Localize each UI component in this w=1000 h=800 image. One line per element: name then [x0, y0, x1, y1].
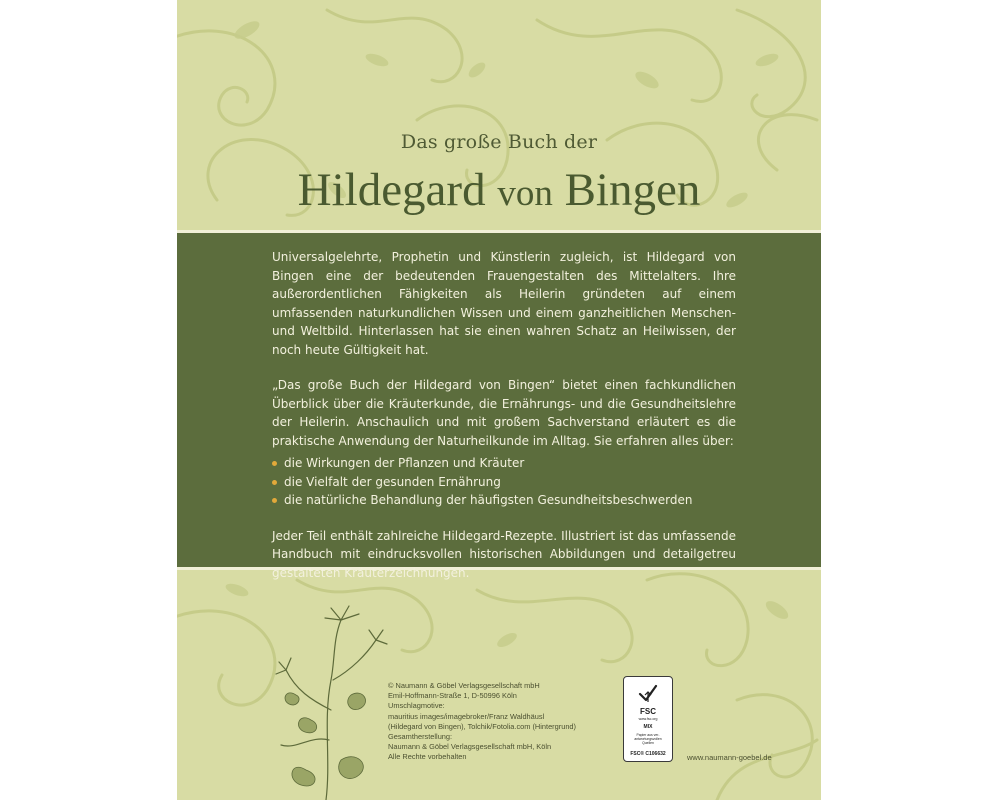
- bullet-item: die Wirkungen der Pflanzen und Kräuter: [272, 454, 736, 473]
- bullet-item: die Vielfalt der gesunden Ernährung: [272, 473, 736, 492]
- imprint-line: Umschlagmotive:: [388, 701, 445, 711]
- title-part-von: von: [497, 173, 553, 214]
- description-paragraph-2: „Das große Buch der Hildegard von Bingen“ bietet einen fachkundlichen Überblick über die Kräuterkunde, die Ernährungs- und die Gesundheitslehre der Heilerin. Anschaulich und mit großem Sachverstand erläutert es die praktische Anwendung der Naturheilkunde im Alltag. Sie erfahren alles über:: [272, 378, 736, 448]
- title-part-hildegard: Hildegard: [297, 164, 498, 216]
- fsc-code: FSC® C106632: [630, 751, 666, 757]
- bullet-list: [272, 454, 736, 510]
- fsc-mix: MIX: [643, 724, 653, 730]
- fsc-url: www.fsc.org: [638, 717, 658, 721]
- bullet-dot-icon: [272, 480, 277, 485]
- description-paragraph-3: Jeder Teil enthält zahlreiche Hildegard-Rezepte. Illustriert ist das umfassende Handbuch mit eindrucksvollen historischen Abbildungen und detailgetreu gestalteten Kräuterzeichnungen.: [272, 528, 736, 580]
- title-part-bingen: Bingen: [552, 164, 701, 216]
- fsc-logo: [623, 676, 673, 762]
- imprint-line: © Naumann & Göbel Verlagsgesellschaft mbH: [388, 681, 540, 690]
- herb-illustration: [271, 600, 391, 800]
- book-subtitle: Das große Buch der: [400, 131, 598, 153]
- bullet-dot-icon: [272, 461, 277, 466]
- book-title: [177, 162, 821, 222]
- description-text: [272, 248, 736, 582]
- imprint-line: Alle Rechte vorbehalten: [388, 752, 467, 762]
- publisher-website: www.naumann-goebel.de: [687, 753, 772, 762]
- imprint-line: mauritius images/imagebroker/Franz Waldhäusl: [388, 711, 545, 721]
- bullet-item: die natürliche Behandlung der häufigsten Gesundheitsbeschwerden: [272, 491, 736, 510]
- fsc-label: FSC: [640, 707, 656, 716]
- imprint-line: Naumann & Göbel Verlagsgesellschaft mbH, Köln: [388, 742, 552, 752]
- description-panel: [177, 230, 821, 580]
- imprint-line: (Hildegard von Bingen), Tolchik/Fotolia.com (Hintergrund): [388, 721, 576, 731]
- fsc-description: Papier aus ver- antwortungsvollen Quellen: [634, 733, 662, 745]
- book-back-cover: [177, 0, 821, 800]
- imprint-block: [388, 681, 578, 763]
- fsc-tree-icon: [636, 682, 660, 706]
- description-paragraph-1: Universalgelehrte, Prophetin und Künstlerin zugleich, ist Hildegard von Bingen eine der bedeutenden Frauengestalten des Mittelalters. Ihre außerordentlichen Fähigkeiten als Heilerin gründeten auf einem umfassenden naturkundlichen Wissen und einem ganzheitlichen Menschen- und Weltbild. Hinterlassen hat sie einen wahren Schatz an Heilwissen, der noch heute Gültigkeit hat.: [272, 250, 736, 357]
- bullet-dot-icon: [272, 498, 277, 503]
- imprint-line: Gesamtherstellung:: [388, 732, 453, 742]
- imprint-line: Emil-Hoffmann-Straße 1, D-50996 Köln: [388, 691, 517, 701]
